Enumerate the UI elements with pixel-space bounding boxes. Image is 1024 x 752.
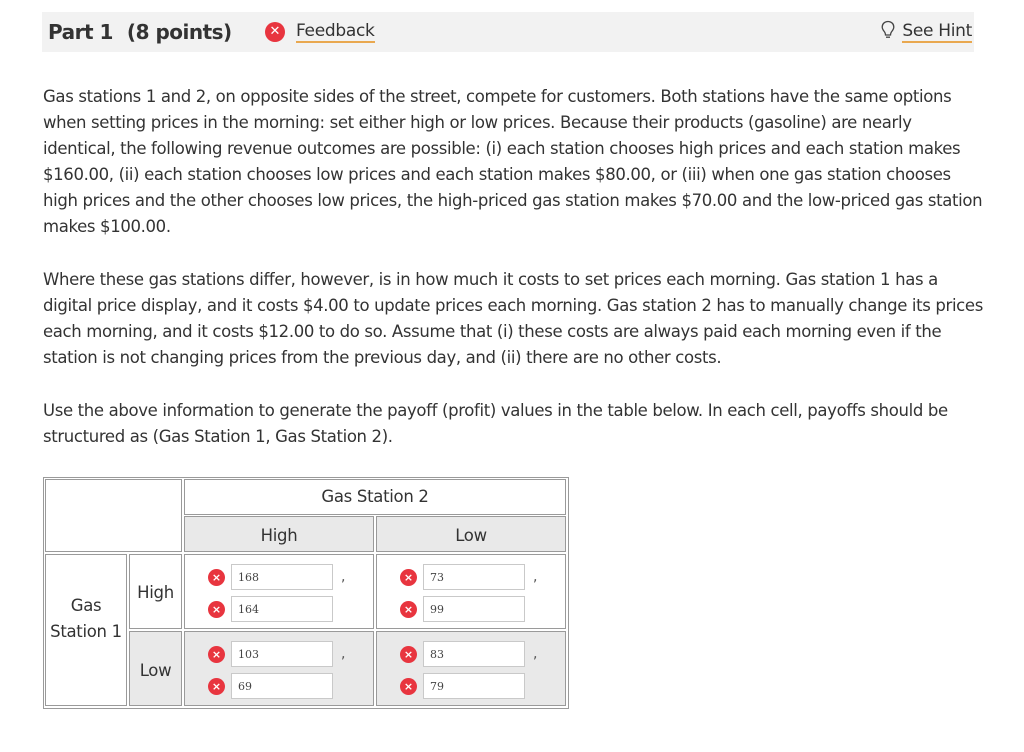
part-label: Part 1 — [48, 20, 113, 44]
high-low-gs2-input[interactable] — [423, 596, 525, 622]
incorrect-icon: × — [208, 646, 225, 663]
column-player-header: Gas Station 2 — [184, 479, 566, 515]
question-paragraph-1: Gas stations 1 and 2, on opposite sides of the street, compete for customers. Both stations have the same options when setting prices in the morning: set either high or low prices. Because their products (gasoline) are nearly identical, the following revenue outcomes are possible: (i) each station chooses high prices and each station makes $160.00, (ii) each station chooses low prices and each station makes $80.00, or (iii) when one gas station chooses high prices and the other chooses low prices, the high-priced gas station makes $70.00 and the low-priced gas station makes $100.00. — [43, 87, 983, 236]
feedback-link[interactable]: Feedback — [296, 21, 375, 41]
lightbulb-icon — [881, 20, 895, 44]
column-low-header: Low — [376, 516, 566, 552]
incorrect-icon: × — [208, 678, 225, 695]
answer-low-high-gs2 — [208, 673, 333, 699]
row-low-header: Low — [129, 631, 182, 706]
answer-high-low-gs2 — [400, 596, 525, 622]
answer-high-low-gs1 — [400, 564, 525, 590]
answer-low-high-gs1 — [208, 641, 333, 667]
cell-low-low — [376, 631, 566, 706]
low-high-gs2-input[interactable] — [231, 673, 333, 699]
low-high-gs1-input[interactable] — [231, 641, 333, 667]
incorrect-icon: × — [400, 646, 417, 663]
high-high-gs1-input[interactable] — [231, 564, 333, 590]
see-hint-link[interactable]: See Hint — [902, 21, 972, 41]
cell-high-low — [376, 554, 566, 629]
question-paragraph-2: Where these gas stations differ, however, is in how much it costs to set prices each morning. Gas station 1 has a digital price display, and it costs $4.00 to update prices each morning. Gas station 2 has to manually change its prices each morning, and it costs $12.00 to do so. Assume that (i) these costs are always paid each morning even if the station is not changing prices from the previous day, and (ii) there are no other costs. — [43, 270, 983, 367]
payoff-separator: , — [341, 646, 346, 662]
payoff-table — [43, 477, 569, 709]
part-header — [42, 12, 974, 52]
cell-high-high — [184, 554, 374, 629]
answer-low-low-gs2 — [400, 673, 525, 699]
part-title — [48, 20, 232, 44]
x-circle-icon: ✕ — [265, 22, 285, 42]
high-low-gs1-input[interactable] — [423, 564, 525, 590]
low-low-gs1-input[interactable] — [423, 641, 525, 667]
payoff-separator: , — [533, 646, 538, 662]
incorrect-icon: × — [208, 569, 225, 586]
incorrect-icon: × — [400, 678, 417, 695]
empty-corner-cell — [45, 479, 182, 552]
payoff-separator: , — [341, 569, 346, 585]
high-high-gs2-input[interactable] — [231, 596, 333, 622]
column-high-header: High — [184, 516, 374, 552]
incorrect-icon: × — [400, 569, 417, 586]
see-hint-button[interactable] — [881, 20, 972, 44]
feedback-button[interactable] — [265, 21, 375, 43]
answer-high-high-gs1 — [208, 564, 333, 590]
question-paragraph-3: Use the above information to generate the payoff (profit) values in the table below. In each cell, payoffs should be structured as (Gas Station 1, Gas Station 2). — [43, 401, 948, 446]
row-player-header: Gas Station 1 — [50, 596, 122, 641]
cell-low-high — [184, 631, 374, 706]
points-label: (8 points) — [126, 20, 232, 44]
incorrect-icon: × — [208, 601, 225, 618]
answer-high-high-gs2 — [208, 596, 333, 622]
payoff-separator: , — [533, 569, 538, 585]
row-player-cell — [45, 554, 127, 706]
row-high-header: High — [129, 554, 182, 629]
answer-low-low-gs1 — [400, 641, 525, 667]
incorrect-icon: × — [400, 601, 417, 618]
low-low-gs2-input[interactable] — [423, 673, 525, 699]
